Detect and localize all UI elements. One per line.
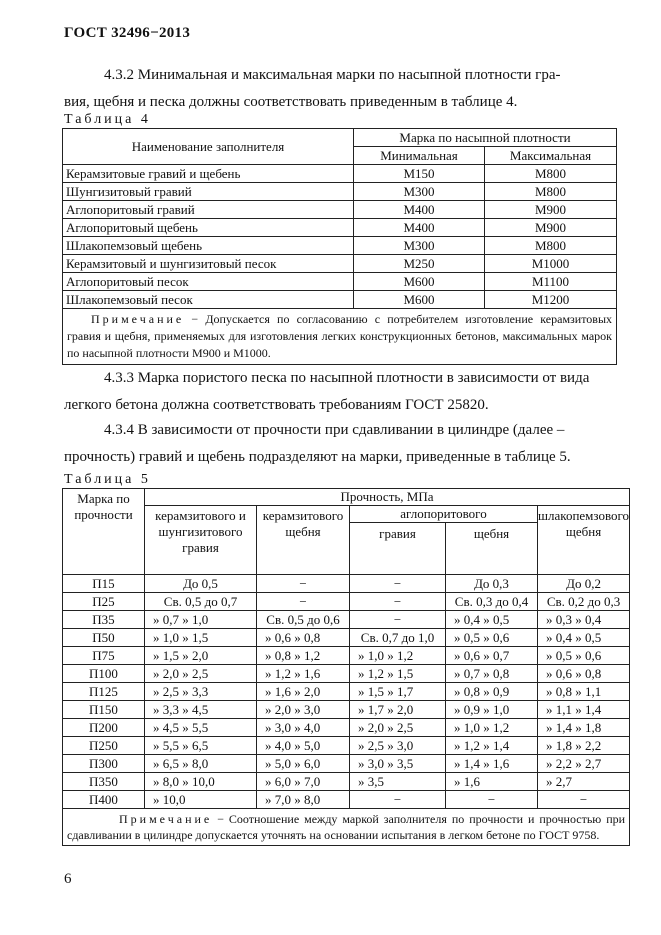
table-row [63,791,630,809]
cell-max: М1000 [485,255,617,273]
paragraph-line: вия, щебня и песка должны соответствовать приведенным в таблице 4. [64,94,518,110]
col-header-max: Максимальная [485,147,617,165]
table-row [63,255,617,273]
table-row [63,219,617,237]
cell-mark: П50 [63,629,145,647]
cell-keram-crushed: Св. 0,5 до 0,6 [257,611,350,629]
cell-min: М600 [354,273,485,291]
cell-shlak: » 1,8 » 2,2 [538,737,630,755]
cell-keram-crushed: » 1,6 » 2,0 [257,683,350,701]
cell-aglo-gravel: » 1,7 » 2,0 [350,701,446,719]
cell-aglo-crushed: » 0,6 » 0,7 [446,647,538,665]
col-header-shlak: шлакопемзового щебня [538,506,630,575]
cell-aglo-crushed: Св. 0,3 до 0,4 [446,593,538,611]
cell-aglo-crushed: » 0,8 » 0,9 [446,683,538,701]
cell-aglo-gravel: − [350,593,446,611]
col-header-name: Наименование заполнителя [63,129,354,165]
cell-name: Аглопоритовый щебень [63,219,354,237]
cell-keram-crushed: » 1,2 » 1,6 [257,665,350,683]
cell-keram-crushed: » 4,0 » 5,0 [257,737,350,755]
col-header-keram-crushed: керамзитового щебня [257,506,350,575]
paragraph-4-3-2 [64,62,612,116]
note-label: Примечание [91,312,185,326]
col-header-aglo-gravel: гравия [350,523,446,575]
cell-min: М600 [354,291,485,309]
note-label: Примечание [119,812,213,826]
table-row [63,183,617,201]
cell-max: М800 [485,165,617,183]
table-row [63,611,630,629]
table-row [63,665,630,683]
note-text: − Соотношение между маркой заполнителя по прочности и прочностью при сдавливании в цилиндре допускается уточнять на основании испытания в легком бетоне по ГОСТ 9758. [67,812,626,842]
cell-keram-gravel: » 6,5 » 8,0 [145,755,257,773]
cell-max: М800 [485,183,617,201]
cell-keram-gravel: » 1,0 » 1,5 [145,629,257,647]
cell-mark: П200 [63,719,145,737]
cell-mark: П250 [63,737,145,755]
col-header-min: Минимальная [354,147,485,165]
cell-mark: П75 [63,647,145,665]
col-header-aglo: аглопоритового [350,506,538,523]
table-row [63,593,630,611]
cell-keram-gravel: » 0,7 » 1,0 [145,611,257,629]
cell-aglo-gravel: Св. 0,7 до 1,0 [350,629,446,647]
cell-mark: П300 [63,755,145,773]
cell-aglo-gravel: − [350,611,446,629]
table-row [63,719,630,737]
cell-mark: П25 [63,593,145,611]
table-row [63,165,617,183]
paragraph-4-3-3 [64,365,612,419]
cell-min: М300 [354,183,485,201]
col-header-strength: Прочность, МПа [145,489,630,506]
table4-note [63,309,617,365]
cell-keram-gravel: » 2,0 » 2,5 [145,665,257,683]
cell-keram-crushed: » 6,0 » 7,0 [257,773,350,791]
paragraph-line: легкого бетона должна соответствовать требованиям ГОСТ 25820. [64,397,489,413]
table5-note [63,809,630,846]
note-text: − Допускается по согласованию с потребителем изготовление керамзитовых гравия и щебня, применяемых для изготовления легких конструкционных бетонов, максимальных марок по насыпной плотности М900 и М1000. [67,312,613,360]
cell-aglo-crushed: » 0,7 » 0,8 [446,665,538,683]
cell-aglo-crushed: » 0,9 » 1,0 [446,701,538,719]
cell-shlak: » 2,7 [538,773,630,791]
cell-shlak: » 0,4 » 0,5 [538,629,630,647]
cell-keram-gravel: » 3,3 » 4,5 [145,701,257,719]
cell-mark: П400 [63,791,145,809]
cell-shlak: » 2,2 » 2,7 [538,755,630,773]
col-header-group: Марка по насыпной плотности [354,129,617,147]
col-header-aglo-crushed: щебня [446,523,538,575]
cell-min: М150 [354,165,485,183]
cell-name: Шунгизитовый гравий [63,183,354,201]
cell-shlak: До 0,2 [538,575,630,593]
cell-name: Керамзитовый и шунгизитовый песок [63,255,354,273]
page-number: 6 [64,871,72,887]
cell-aglo-gravel: − [350,575,446,593]
table-4 [62,128,617,365]
cell-max: М1200 [485,291,617,309]
cell-name: Шлакопемзовый щебень [63,237,354,255]
page-header-title: ГОСТ 32496−2013 [64,25,191,41]
cell-min: М400 [354,201,485,219]
cell-aglo-crushed: » 1,4 » 1,6 [446,755,538,773]
cell-max: М900 [485,219,617,237]
cell-keram-gravel: Св. 0,5 до 0,7 [145,593,257,611]
cell-shlak: Св. 0,2 до 0,3 [538,593,630,611]
cell-shlak: − [538,791,630,809]
cell-shlak: » 1,1 » 1,4 [538,701,630,719]
cell-mark: П15 [63,575,145,593]
table-row [63,273,617,291]
table-row [63,201,617,219]
cell-mark: П150 [63,701,145,719]
table5-caption: Таблица 5 [64,472,151,487]
cell-min: М300 [354,237,485,255]
cell-shlak: » 0,8 » 1,1 [538,683,630,701]
cell-min: М400 [354,219,485,237]
cell-aglo-crushed: » 1,6 [446,773,538,791]
cell-keram-gravel: » 4,5 » 5,5 [145,719,257,737]
paragraph-line: 4.3.3 Марка пористого песка по насыпной плотности в зависимости от вида [104,370,590,386]
cell-keram-crushed: − [257,593,350,611]
cell-aglo-crushed: » 1,0 » 1,2 [446,719,538,737]
paragraph-4-3-4 [64,417,612,471]
cell-keram-crushed: » 2,0 » 3,0 [257,701,350,719]
cell-name: Керамзитовые гравий и щебень [63,165,354,183]
cell-mark: П100 [63,665,145,683]
cell-keram-crushed: » 5,0 » 6,0 [257,755,350,773]
cell-min: М250 [354,255,485,273]
cell-aglo-crushed: » 0,5 » 0,6 [446,629,538,647]
cell-aglo-gravel: » 3,0 » 3,5 [350,755,446,773]
table-row [63,237,617,255]
paragraph-line: 4.3.2 Минимальная и максимальная марки по насыпной плотности гра- [104,67,561,83]
table-row [63,575,630,593]
cell-keram-gravel: До 0,5 [145,575,257,593]
cell-aglo-gravel: − [350,791,446,809]
cell-keram-gravel: » 8,0 » 10,0 [145,773,257,791]
table-row [63,291,617,309]
cell-max: М800 [485,237,617,255]
cell-shlak: » 0,5 » 0,6 [538,647,630,665]
cell-aglo-gravel: » 2,0 » 2,5 [350,719,446,737]
cell-shlak: » 0,6 » 0,8 [538,665,630,683]
cell-mark: П35 [63,611,145,629]
cell-aglo-crushed: » 1,2 » 1,4 [446,737,538,755]
table-row [63,683,630,701]
cell-keram-crushed: » 0,8 » 1,2 [257,647,350,665]
col-header-mark: Марка по прочности [63,489,145,575]
table-row [63,629,630,647]
table-row [63,647,630,665]
cell-max: М900 [485,201,617,219]
cell-shlak: » 1,4 » 1,8 [538,719,630,737]
cell-mark: П350 [63,773,145,791]
cell-aglo-gravel: » 2,5 » 3,0 [350,737,446,755]
table-5 [62,488,630,846]
cell-keram-crushed: » 7,0 » 8,0 [257,791,350,809]
cell-keram-gravel: » 2,5 » 3,3 [145,683,257,701]
table-row [63,755,630,773]
cell-name: Шлакопемзовый песок [63,291,354,309]
paragraph-line: прочность) гравий и щебень подразделяют на марки, приведенные в таблице 5. [64,449,571,465]
cell-keram-gravel: » 10,0 [145,791,257,809]
cell-aglo-crushed: До 0,3 [446,575,538,593]
cell-keram-crushed: » 0,6 » 0,8 [257,629,350,647]
cell-mark: П125 [63,683,145,701]
cell-name: Аглопоритовый песок [63,273,354,291]
table-row [63,773,630,791]
cell-keram-gravel: » 5,5 » 6,5 [145,737,257,755]
cell-aglo-gravel: » 1,0 » 1,2 [350,647,446,665]
cell-aglo-crushed: − [446,791,538,809]
table4-caption: Таблица 4 [64,112,151,127]
cell-aglo-gravel: » 3,5 [350,773,446,791]
cell-aglo-crushed: » 0,4 » 0,5 [446,611,538,629]
table-row [63,701,630,719]
cell-keram-crushed: » 3,0 » 4,0 [257,719,350,737]
cell-name: Аглопоритовый гравий [63,201,354,219]
table-row [63,737,630,755]
cell-aglo-gravel: » 1,2 » 1,5 [350,665,446,683]
paragraph-line: 4.3.4 В зависимости от прочности при сдавливании в цилиндре (далее – [104,422,565,438]
cell-aglo-gravel: » 1,5 » 1,7 [350,683,446,701]
col-header-keram-gravel: керамзитового и шунгизитового гравия [145,506,257,575]
cell-max: М1100 [485,273,617,291]
cell-keram-gravel: » 1,5 » 2,0 [145,647,257,665]
cell-keram-crushed: − [257,575,350,593]
cell-shlak: » 0,3 » 0,4 [538,611,630,629]
